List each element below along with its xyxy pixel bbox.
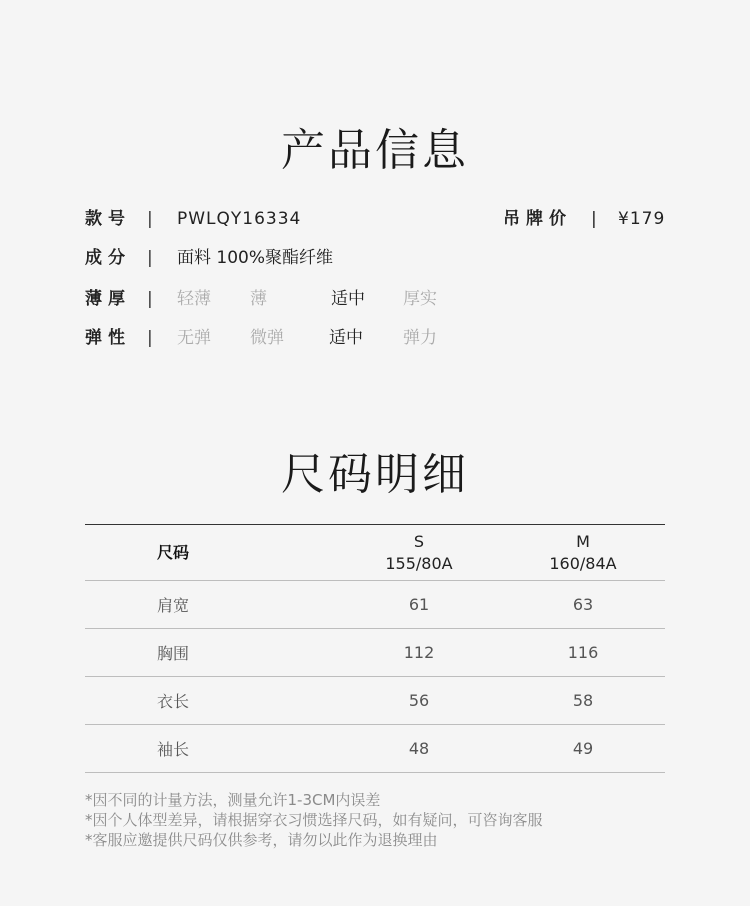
elasticity-option-selected: 适中 [329,328,363,348]
cell-value: 63 [501,581,665,629]
elasticity-option: 无弹 [177,328,211,348]
size-table [85,524,665,773]
composition-label: 成分 [85,248,131,268]
elasticity-label: 弹性 [85,328,131,348]
table-row [85,677,665,725]
row-label: 袖长 [85,725,337,773]
cell-value: 58 [501,677,665,725]
elasticity-option: 弹力 [403,328,437,348]
separator: | [147,209,153,229]
row-label: 胸围 [85,629,337,677]
row-label: 衣长 [85,677,337,725]
row-label: 肩宽 [85,581,337,629]
size-code: S [413,531,425,551]
cell-value: 56 [337,677,501,725]
price-label: 吊牌价 [503,209,572,229]
style-number-value: PWLQY16334 [177,209,302,229]
cell-value: 61 [337,581,501,629]
size-header-label: 尺码 [85,525,337,581]
size-details-title: 尺码明细 [281,449,469,500]
separator: | [147,248,153,268]
size-spec: 160/84A [549,553,617,573]
table-row [85,629,665,677]
composition-value: 面料 100%聚酯纤维 [177,248,334,268]
cell-value: 49 [501,725,665,773]
price-value: ¥179 [618,209,666,229]
table-row [85,725,665,773]
note-line: *因个人体型差异，请根据穿衣习惯选择尺码，如有疑问，可咨询客服 [85,811,543,829]
thickness-option-selected: 适中 [331,289,365,309]
thickness-option: 薄 [250,289,267,309]
size-spec: 155/80A [385,553,453,573]
product-info-title: 产品信息 [281,125,469,176]
elasticity-option: 微弹 [250,328,284,348]
size-code: M [576,531,590,551]
thickness-option: 厚实 [403,289,437,309]
size-notes [85,790,543,850]
table-header-row [85,525,665,581]
separator: | [591,209,597,229]
size-header-m [501,525,665,581]
separator: | [147,289,153,309]
thickness-label: 薄厚 [85,289,131,309]
separator: | [147,328,153,348]
style-number-label: 款号 [85,209,131,229]
note-line: *因不同的计量方法，测量允许1-3CM内误差 [85,791,381,809]
cell-value: 112 [337,629,501,677]
price-row [503,206,673,232]
cell-value: 48 [337,725,501,773]
cell-value: 116 [501,629,665,677]
size-header-s [337,525,501,581]
table-row [85,581,665,629]
thickness-option: 轻薄 [177,289,211,309]
note-line: *客服应邀提供尺码仅供参考，请勿以此作为退换理由 [85,831,438,849]
